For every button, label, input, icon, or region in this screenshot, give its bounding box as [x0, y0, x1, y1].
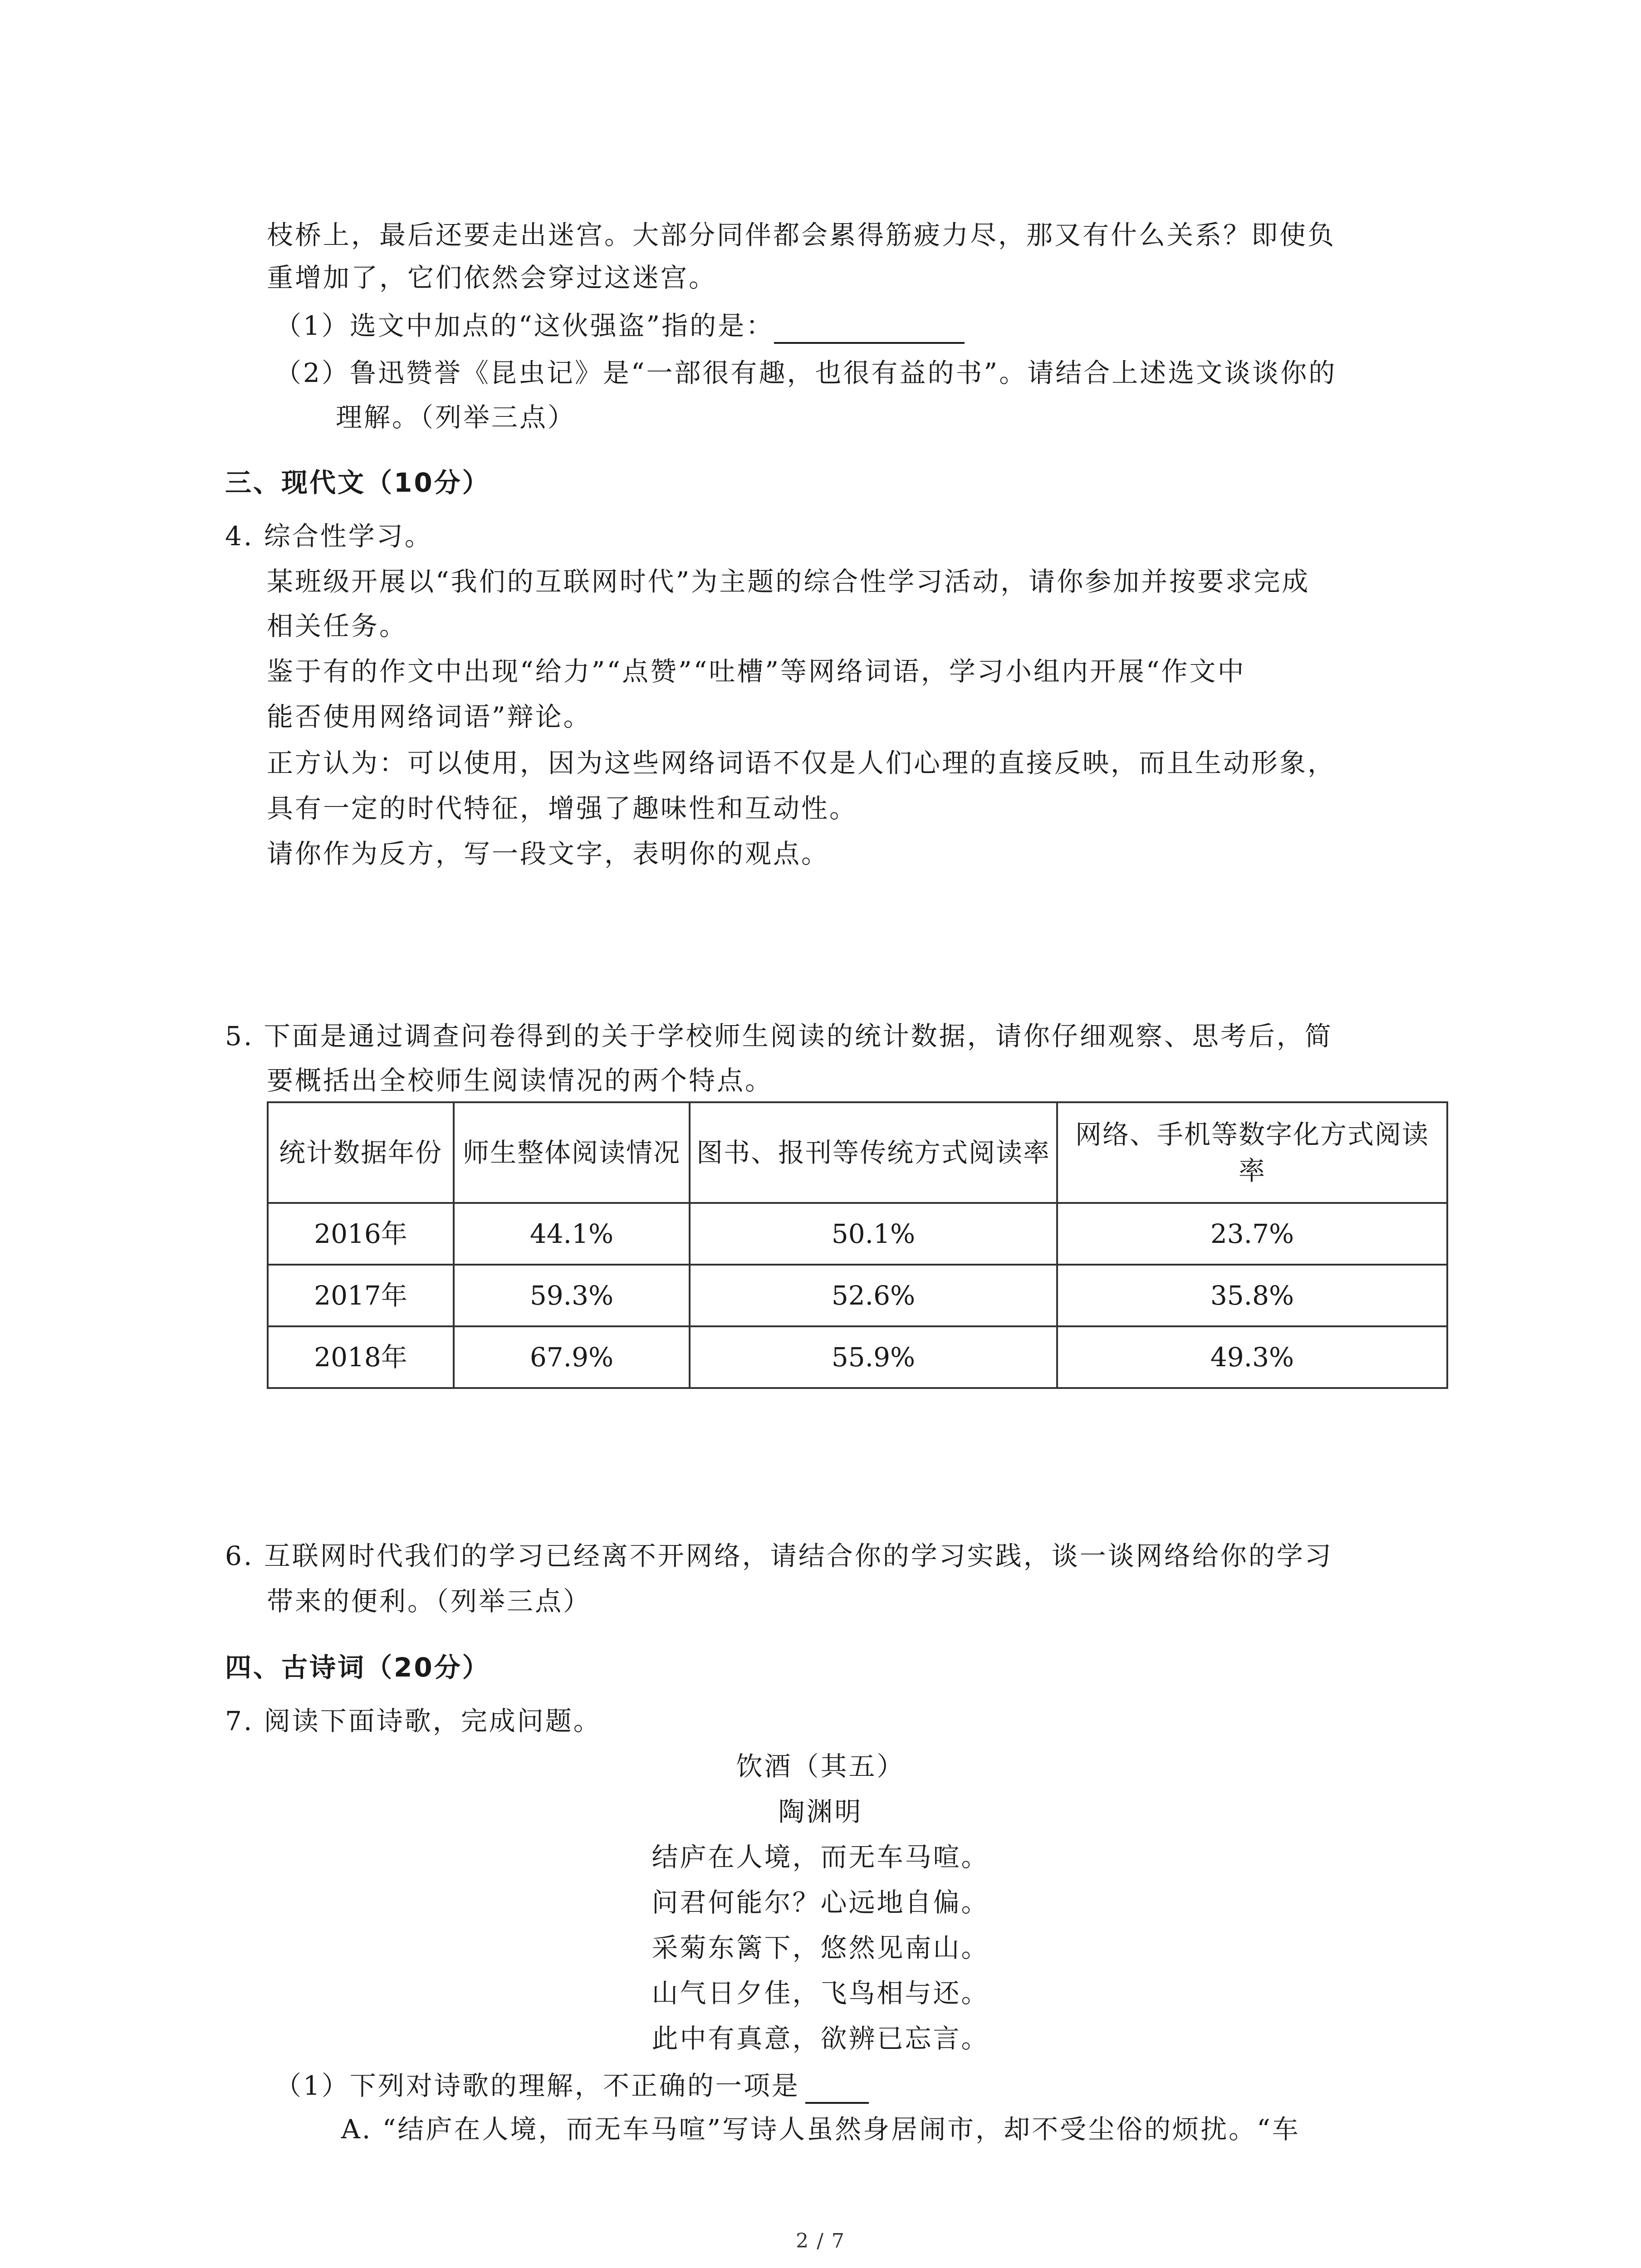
section-heading: 三、现代文（10分） [225, 467, 490, 498]
q3-sub2-line: 理解。（列举三点） [336, 402, 576, 433]
q4-paragraph-line: 具有一定的时代特征，增强了趣味性和互动性。 [267, 793, 858, 824]
table-row [268, 1326, 1447, 1388]
table-cell: 67.9% [454, 1326, 690, 1388]
table-row [268, 1203, 1447, 1265]
passage-line: 枝桥上，最后还要走出迷宫。大部分同伴都会累得筋疲力尽，那又有什么关系？即使负 [267, 220, 1336, 250]
question-title: 7. 阅读下面诗歌，完成问题。 [225, 1706, 602, 1736]
poem-line: 问君何能尔？心远地自偏。 [652, 1887, 989, 1918]
poem-line: 结庐在人境，而无车马喧。 [652, 1842, 989, 1872]
question-title: 4. 综合性学习。 [225, 521, 433, 552]
question-line: 要概括出全校师生阅读情况的两个特点。 [267, 1065, 774, 1096]
section-heading: 四、古诗词（20分） [225, 1652, 490, 1683]
q7-sub1-text: （1）下列对诗歌的理解，不正确的一项是 [275, 2070, 800, 2101]
q4-paragraph-line: 相关任务。 [267, 611, 408, 641]
q4-paragraph-line: 某班级开展以“我们的互联网时代”为主题的综合性学习活动，请你参加并按要求完成 [267, 566, 1310, 597]
table-cell: 44.1% [454, 1203, 690, 1265]
table-cell: 2017年 [268, 1265, 454, 1326]
table-row [268, 1265, 1447, 1326]
page-number: 2 / 7 [796, 2229, 845, 2253]
q4-paragraph-line: 正方认为：可以使用，因为这些网络词语不仅是人们心理的直接反映，而且生动形象， [267, 748, 1336, 778]
poem-line: 此中有真意，欲辨已忘言。 [652, 2023, 989, 2054]
question-line: 6. 互联网时代我们的学习已经离不开网络，请结合你的学习实践，谈一谈网络给你的学习 [225, 1540, 1333, 1571]
reading-stats-table [267, 1101, 1448, 1389]
table-header-row [268, 1102, 1447, 1203]
table-header-cell: 网络、手机等数字化方式阅读率 [1057, 1102, 1447, 1203]
table-cell: 49.3% [1057, 1326, 1447, 1388]
answer-blank[interactable] [805, 2066, 869, 2104]
q3-sub2-line: （2）鲁迅赞誉《昆虫记》是“一部很有趣，也很有益的书”。请结合上述选文谈谈你的 [275, 357, 1337, 388]
q4-paragraph-line: 请你作为反方，写一段文字，表明你的观点。 [267, 838, 830, 869]
option-line: A. “结庐在人境，而无车马喧”写诗人虽然身居闹市，却不受尘俗的烦扰。“车 [341, 2114, 1300, 2145]
question-line: 5. 下面是通过调查问卷得到的关于学校师生阅读的统计数据，请你仔细观察、思考后，简 [225, 1021, 1333, 1051]
table-cell: 2018年 [268, 1326, 454, 1388]
poem-line: 采菊东篱下，悠然见南山。 [652, 1932, 989, 1963]
table-cell: 23.7% [1057, 1203, 1447, 1265]
question-line: 带来的便利。（列举三点） [267, 1586, 592, 1617]
poem-title: 饮酒（其五） [736, 1751, 905, 1782]
q7-sub1 [275, 2066, 869, 2104]
q3-sub1-text: （1）选文中加点的“这伙强盗”指的是： [275, 310, 774, 341]
table-cell: 59.3% [454, 1265, 690, 1326]
table-header-cell: 图书、报刊等传统方式阅读率 [690, 1102, 1057, 1203]
table-header-cell: 师生整体阅读情况 [454, 1102, 690, 1203]
q4-paragraph-line: 鉴于有的作文中出现“给力”“点赞”“吐槽”等网络词语，学习小组内开展“作文中 [267, 656, 1246, 687]
table-cell: 52.6% [690, 1265, 1057, 1326]
passage-line: 重增加了，它们依然会穿过这迷宫。 [267, 262, 717, 293]
q4-paragraph-line: 能否使用网络词语”辩论。 [267, 701, 592, 732]
table-cell: 55.9% [690, 1326, 1057, 1388]
table-cell: 50.1% [690, 1203, 1057, 1265]
table-cell: 2016年 [268, 1203, 454, 1265]
poem-line: 山气日夕佳，飞鸟相与还。 [652, 1978, 989, 2009]
answer-blank[interactable] [774, 306, 965, 344]
poem-author: 陶渊明 [778, 1796, 863, 1827]
table-cell: 35.8% [1057, 1265, 1447, 1326]
q3-sub1 [275, 306, 965, 344]
table-header-cell: 统计数据年份 [268, 1102, 454, 1203]
